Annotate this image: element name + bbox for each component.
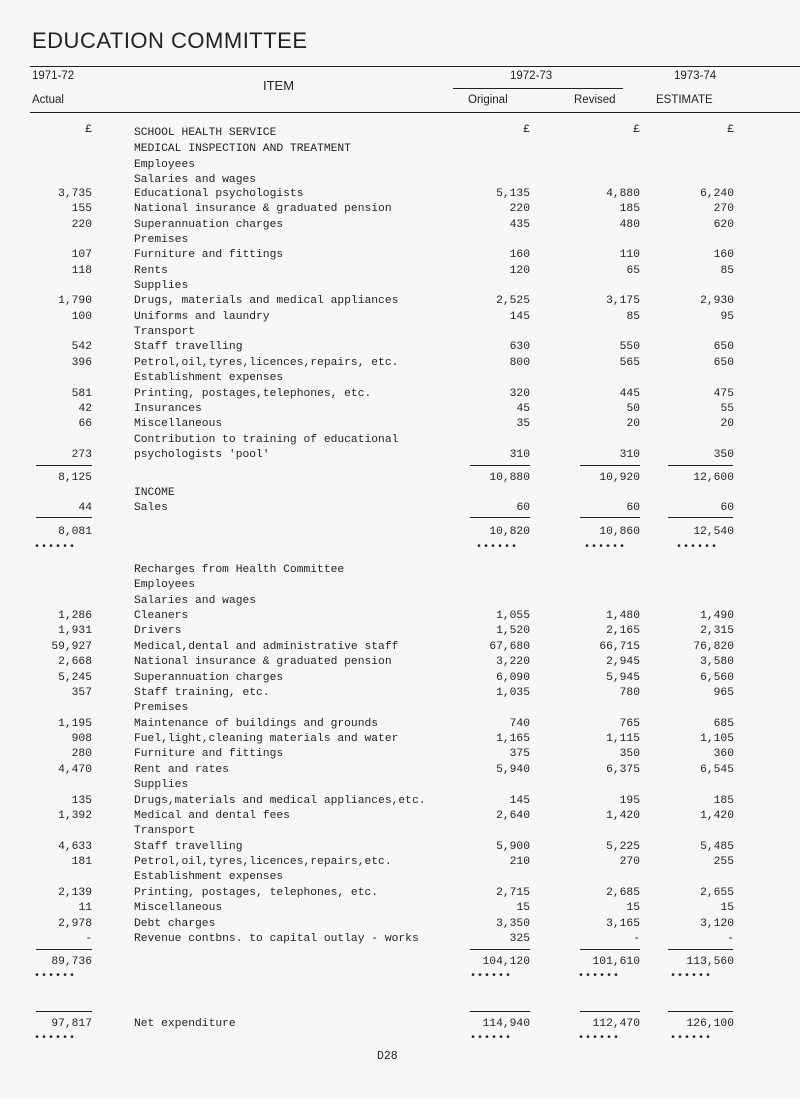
- cell-item: Superannuation charges: [134, 672, 284, 684]
- header-item: ITEM: [263, 78, 295, 93]
- cell-original: 10,820: [489, 526, 530, 538]
- cell-item: National insurance & graduated pension: [134, 656, 392, 668]
- cell-original: 630: [509, 341, 530, 353]
- cell-actual: 542: [71, 341, 92, 353]
- cell-actual: 280: [71, 748, 92, 760]
- cell-estimate: 2,930: [700, 295, 734, 307]
- cell-original: 5,900: [496, 841, 530, 853]
- cell-actual: 908: [71, 733, 92, 745]
- cell-revised: 2,165: [606, 625, 640, 637]
- cell-actual: 4,470: [58, 764, 92, 776]
- cell-actual: 11: [78, 902, 92, 914]
- cell-item: Transport: [134, 825, 196, 837]
- cell-estimate: 12,540: [693, 526, 734, 538]
- subtotal-rule: [580, 465, 640, 466]
- cell-item: Rents: [134, 265, 168, 277]
- recharge-rule: [580, 949, 640, 950]
- cell-estimate: 160: [713, 249, 734, 261]
- cell-item: Contribution to training of educational: [134, 434, 399, 446]
- income-rule: [668, 517, 733, 518]
- cell-revised: 350: [619, 748, 640, 760]
- header-1972-73-rule: [453, 88, 623, 89]
- cell-revised: 185: [619, 203, 640, 215]
- cell-original: 3,220: [496, 656, 530, 668]
- cell-revised: 195: [619, 795, 640, 807]
- cell-original: 2,715: [496, 887, 530, 899]
- dot-separator: ••••••: [34, 971, 77, 982]
- cell-original: 45: [516, 403, 530, 415]
- cell-original: 320: [509, 388, 530, 400]
- cell-actual: 97,817: [51, 1018, 92, 1030]
- cell-actual: 1,195: [58, 718, 92, 730]
- header-estimate: ESTIMATE: [656, 94, 713, 106]
- header-actual-years: 1971-72: [32, 70, 75, 82]
- cell-item: Printing, postages, telephones, etc.: [134, 887, 379, 899]
- cell-revised: 765: [619, 718, 640, 730]
- cell-revised: 112,470: [592, 1018, 640, 1030]
- cell-actual: 220: [71, 219, 92, 231]
- cell-original: £: [523, 124, 530, 136]
- cell-original: 435: [509, 219, 530, 231]
- cell-revised: 1,115: [606, 733, 640, 745]
- cell-item: Petrol,oil,tyres,licences,repairs,etc.: [134, 856, 392, 868]
- header-bottom-rule: [30, 112, 800, 113]
- cell-item: Supplies: [134, 779, 189, 791]
- cell-item: Establishment expenses: [134, 871, 284, 883]
- cell-original: 35: [516, 418, 530, 430]
- cell-estimate: 3,580: [700, 656, 734, 668]
- income-rule: [470, 517, 530, 518]
- cell-original: 3,350: [496, 918, 530, 930]
- cell-revised: 20: [626, 418, 640, 430]
- cell-item: Premises: [134, 234, 189, 246]
- cell-actual: 396: [71, 357, 92, 369]
- cell-actual: 59,927: [51, 641, 92, 653]
- cell-actual: 42: [78, 403, 92, 415]
- cell-item: Premises: [134, 702, 189, 714]
- cell-actual: 135: [71, 795, 92, 807]
- cell-original: 2,525: [496, 295, 530, 307]
- cell-item: Drugs,materials and medical appliances,etc.: [134, 795, 426, 807]
- cell-actual: 89,736: [51, 956, 92, 968]
- net-rule: [470, 1011, 530, 1012]
- cell-actual: 107: [71, 249, 92, 261]
- cell-estimate: 55: [720, 403, 734, 415]
- cell-revised: 1,420: [606, 810, 640, 822]
- dot-separator: ••••••: [670, 971, 713, 982]
- net-rule: [580, 1011, 640, 1012]
- cell-original: 67,680: [489, 641, 530, 653]
- cell-estimate: -: [727, 933, 734, 945]
- cell-item: Uniforms and laundry: [134, 311, 270, 323]
- cell-item: Rent and rates: [134, 764, 229, 776]
- cell-item: Staff travelling: [134, 841, 243, 853]
- cell-actual: 8,125: [58, 472, 92, 484]
- cell-item: Printing, postages,telephones, etc.: [134, 388, 372, 400]
- cell-item: Insurances: [134, 403, 202, 415]
- cell-item: National insurance & graduated pension: [134, 203, 392, 215]
- cell-item: Employees: [134, 579, 196, 591]
- cell-actual: 155: [71, 203, 92, 215]
- cell-revised: 2,945: [606, 656, 640, 668]
- cell-estimate: 650: [713, 357, 734, 369]
- cell-original: 60: [516, 502, 530, 514]
- cell-estimate: 965: [713, 687, 734, 699]
- income-rule: [36, 517, 92, 518]
- cell-revised: 780: [619, 687, 640, 699]
- cell-revised: 565: [619, 357, 640, 369]
- cell-estimate: 6,240: [700, 188, 734, 200]
- cell-original: 160: [509, 249, 530, 261]
- header-original: Original: [468, 94, 508, 106]
- cell-actual: 66: [78, 418, 92, 430]
- cell-estimate: 1,490: [700, 610, 734, 622]
- cell-revised: 85: [626, 311, 640, 323]
- cell-actual: 1,286: [58, 610, 92, 622]
- recharge-rule: [470, 949, 530, 950]
- cell-item: Furniture and fittings: [134, 249, 284, 261]
- cell-original: 114,940: [482, 1018, 530, 1030]
- net-rule: [36, 1011, 92, 1012]
- cell-item: Recharges from Health Committee: [134, 564, 345, 576]
- cell-estimate: 255: [713, 856, 734, 868]
- cell-estimate: 12,600: [693, 472, 734, 484]
- cell-item: Staff travelling: [134, 341, 243, 353]
- cell-actual: -: [85, 933, 92, 945]
- cell-revised: 110: [619, 249, 640, 261]
- cell-actual: 1,790: [58, 295, 92, 307]
- cell-original: 375: [509, 748, 530, 760]
- cell-original: 104,120: [482, 956, 530, 968]
- cell-revised: 445: [619, 388, 640, 400]
- cell-original: 145: [509, 311, 530, 323]
- cell-item: Petrol,oil,tyres,licences,repairs, etc.: [134, 357, 399, 369]
- cell-estimate: 126,100: [686, 1018, 734, 1030]
- cell-original: 1,055: [496, 610, 530, 622]
- dot-separator: ••••••: [470, 971, 513, 982]
- cell-original: 5,135: [496, 188, 530, 200]
- cell-item: INCOME: [134, 487, 175, 499]
- dot-separator: ••••••: [676, 542, 719, 553]
- cell-estimate: 113,560: [686, 956, 734, 968]
- cell-original: 5,940: [496, 764, 530, 776]
- cell-item: Salaries and wages: [134, 174, 257, 186]
- cell-estimate: 1,420: [700, 810, 734, 822]
- cell-estimate: 20: [720, 418, 734, 430]
- cell-item: Furniture and fittings: [134, 748, 284, 760]
- cell-revised: 310: [619, 449, 640, 461]
- cell-item: Medical and dental fees: [134, 810, 290, 822]
- cell-original: 800: [509, 357, 530, 369]
- cell-actual: 1,931: [58, 625, 92, 637]
- cell-item: psychologists 'pool': [134, 449, 270, 461]
- cell-item: Miscellaneous: [134, 902, 223, 914]
- cell-estimate: 60: [720, 502, 734, 514]
- cell-estimate: 270: [713, 203, 734, 215]
- cell-estimate: 685: [713, 718, 734, 730]
- cell-estimate: 185: [713, 795, 734, 807]
- cell-estimate: 360: [713, 748, 734, 760]
- cell-revised: 4,880: [606, 188, 640, 200]
- dot-separator: ••••••: [34, 542, 77, 553]
- cell-estimate: 350: [713, 449, 734, 461]
- cell-original: 1,035: [496, 687, 530, 699]
- cell-revised: 50: [626, 403, 640, 415]
- cell-estimate: 15: [720, 902, 734, 914]
- cell-item: Establishment expenses: [134, 372, 284, 384]
- cell-item: Drivers: [134, 625, 182, 637]
- cell-item: SCHOOL HEALTH SERVICE: [134, 127, 277, 139]
- cell-estimate: 2,315: [700, 625, 734, 637]
- cell-revised: 2,685: [606, 887, 640, 899]
- cell-revised: 6,375: [606, 764, 640, 776]
- cell-item: Fuel,light,cleaning materials and water: [134, 733, 399, 745]
- cell-estimate: 3,120: [700, 918, 734, 930]
- cell-estimate: 85: [720, 265, 734, 277]
- cell-original: 740: [509, 718, 530, 730]
- cell-estimate: 6,560: [700, 672, 734, 684]
- dot-separator: ••••••: [670, 1033, 713, 1044]
- cell-estimate: 6,545: [700, 764, 734, 776]
- cell-estimate: 620: [713, 219, 734, 231]
- cell-actual: 3,735: [58, 188, 92, 200]
- cell-original: 310: [509, 449, 530, 461]
- page-number: D28: [377, 1050, 398, 1063]
- cell-revised: 65: [626, 265, 640, 277]
- cell-original: 2,640: [496, 810, 530, 822]
- cell-item: Educational psychologists: [134, 188, 304, 200]
- cell-revised: 66,715: [599, 641, 640, 653]
- cell-original: 210: [509, 856, 530, 868]
- cell-revised: 60: [626, 502, 640, 514]
- cell-item: Debt charges: [134, 918, 216, 930]
- cell-original: 325: [509, 933, 530, 945]
- cell-original: 1,520: [496, 625, 530, 637]
- dot-separator: ••••••: [34, 1033, 77, 1044]
- cell-revised: 480: [619, 219, 640, 231]
- cell-actual: 100: [71, 311, 92, 323]
- cell-original: 120: [509, 265, 530, 277]
- cell-actual: 357: [71, 687, 92, 699]
- cell-actual: 118: [71, 265, 92, 277]
- cell-revised: -: [633, 933, 640, 945]
- cell-item: Medical,dental and administrative staff: [134, 641, 399, 653]
- cell-item: Employees: [134, 159, 196, 171]
- cell-actual: 44: [78, 502, 92, 514]
- cell-original: 6,090: [496, 672, 530, 684]
- cell-actual: 181: [71, 856, 92, 868]
- cell-original: 1,165: [496, 733, 530, 745]
- page-title: EDUCATION COMMITTEE: [32, 28, 308, 53]
- cell-item: Staff training, etc.: [134, 687, 270, 699]
- cell-original: 220: [509, 203, 530, 215]
- header-actual: Actual: [32, 94, 64, 106]
- cell-estimate: 76,820: [693, 641, 734, 653]
- recharge-rule: [668, 949, 733, 950]
- subtotal-rule: [470, 465, 530, 466]
- dot-separator: ••••••: [476, 542, 519, 553]
- cell-estimate: 1,105: [700, 733, 734, 745]
- cell-item: Drugs, materials and medical appliances: [134, 295, 399, 307]
- cell-revised: 3,175: [606, 295, 640, 307]
- cell-item: MEDICAL INSPECTION AND TREATMENT: [134, 143, 351, 155]
- header-revised: Revised: [574, 94, 616, 106]
- cell-actual: 4,633: [58, 841, 92, 853]
- cell-revised: 5,225: [606, 841, 640, 853]
- dot-separator: ••••••: [584, 542, 627, 553]
- cell-item: Net expenditure: [134, 1018, 236, 1030]
- recharge-rule: [36, 949, 92, 950]
- cell-item: Supplies: [134, 280, 189, 292]
- cell-estimate: 650: [713, 341, 734, 353]
- dot-separator: ••••••: [578, 1033, 621, 1044]
- cell-revised: 5,945: [606, 672, 640, 684]
- cell-revised: 550: [619, 341, 640, 353]
- header-1973-74: 1973-74: [674, 70, 717, 82]
- cell-estimate: £: [727, 124, 734, 136]
- cell-actual: 1,392: [58, 810, 92, 822]
- cell-original: 10,880: [489, 472, 530, 484]
- cell-estimate: 475: [713, 388, 734, 400]
- cell-actual: 2,668: [58, 656, 92, 668]
- cell-actual: 5,245: [58, 672, 92, 684]
- cell-actual: 2,978: [58, 918, 92, 930]
- income-rule: [580, 517, 640, 518]
- cell-item: Sales: [134, 502, 168, 514]
- cell-item: Salaries and wages: [134, 595, 257, 607]
- net-rule: [668, 1011, 733, 1012]
- cell-revised: 10,920: [599, 472, 640, 484]
- cell-actual: £: [85, 124, 92, 136]
- cell-revised: 10,860: [599, 526, 640, 538]
- cell-revised: 101,610: [592, 956, 640, 968]
- cell-revised: 270: [619, 856, 640, 868]
- cell-original: 145: [509, 795, 530, 807]
- cell-item: Cleaners: [134, 610, 189, 622]
- cell-revised: £: [633, 124, 640, 136]
- cell-item: Transport: [134, 326, 196, 338]
- cell-original: 15: [516, 902, 530, 914]
- cell-actual: 8,081: [58, 526, 92, 538]
- dot-separator: ••••••: [578, 971, 621, 982]
- cell-estimate: 95: [720, 311, 734, 323]
- cell-revised: 3,165: [606, 918, 640, 930]
- cell-estimate: 2,655: [700, 887, 734, 899]
- header-top-rule: [30, 66, 800, 67]
- cell-item: Miscellaneous: [134, 418, 223, 430]
- subtotal-rule: [36, 465, 92, 466]
- cell-actual: 581: [71, 388, 92, 400]
- header-1972-73: 1972-73: [510, 70, 553, 82]
- cell-item: Maintenance of buildings and grounds: [134, 718, 379, 730]
- cell-actual: 2,139: [58, 887, 92, 899]
- cell-item: Superannuation charges: [134, 219, 284, 231]
- subtotal-rule: [668, 465, 733, 466]
- dot-separator: ••••••: [470, 1033, 513, 1044]
- cell-estimate: 5,485: [700, 841, 734, 853]
- cell-actual: 273: [71, 449, 92, 461]
- cell-revised: 15: [626, 902, 640, 914]
- cell-item: Revenue contbns. to capital outlay - works: [134, 933, 419, 945]
- cell-revised: 1,480: [606, 610, 640, 622]
